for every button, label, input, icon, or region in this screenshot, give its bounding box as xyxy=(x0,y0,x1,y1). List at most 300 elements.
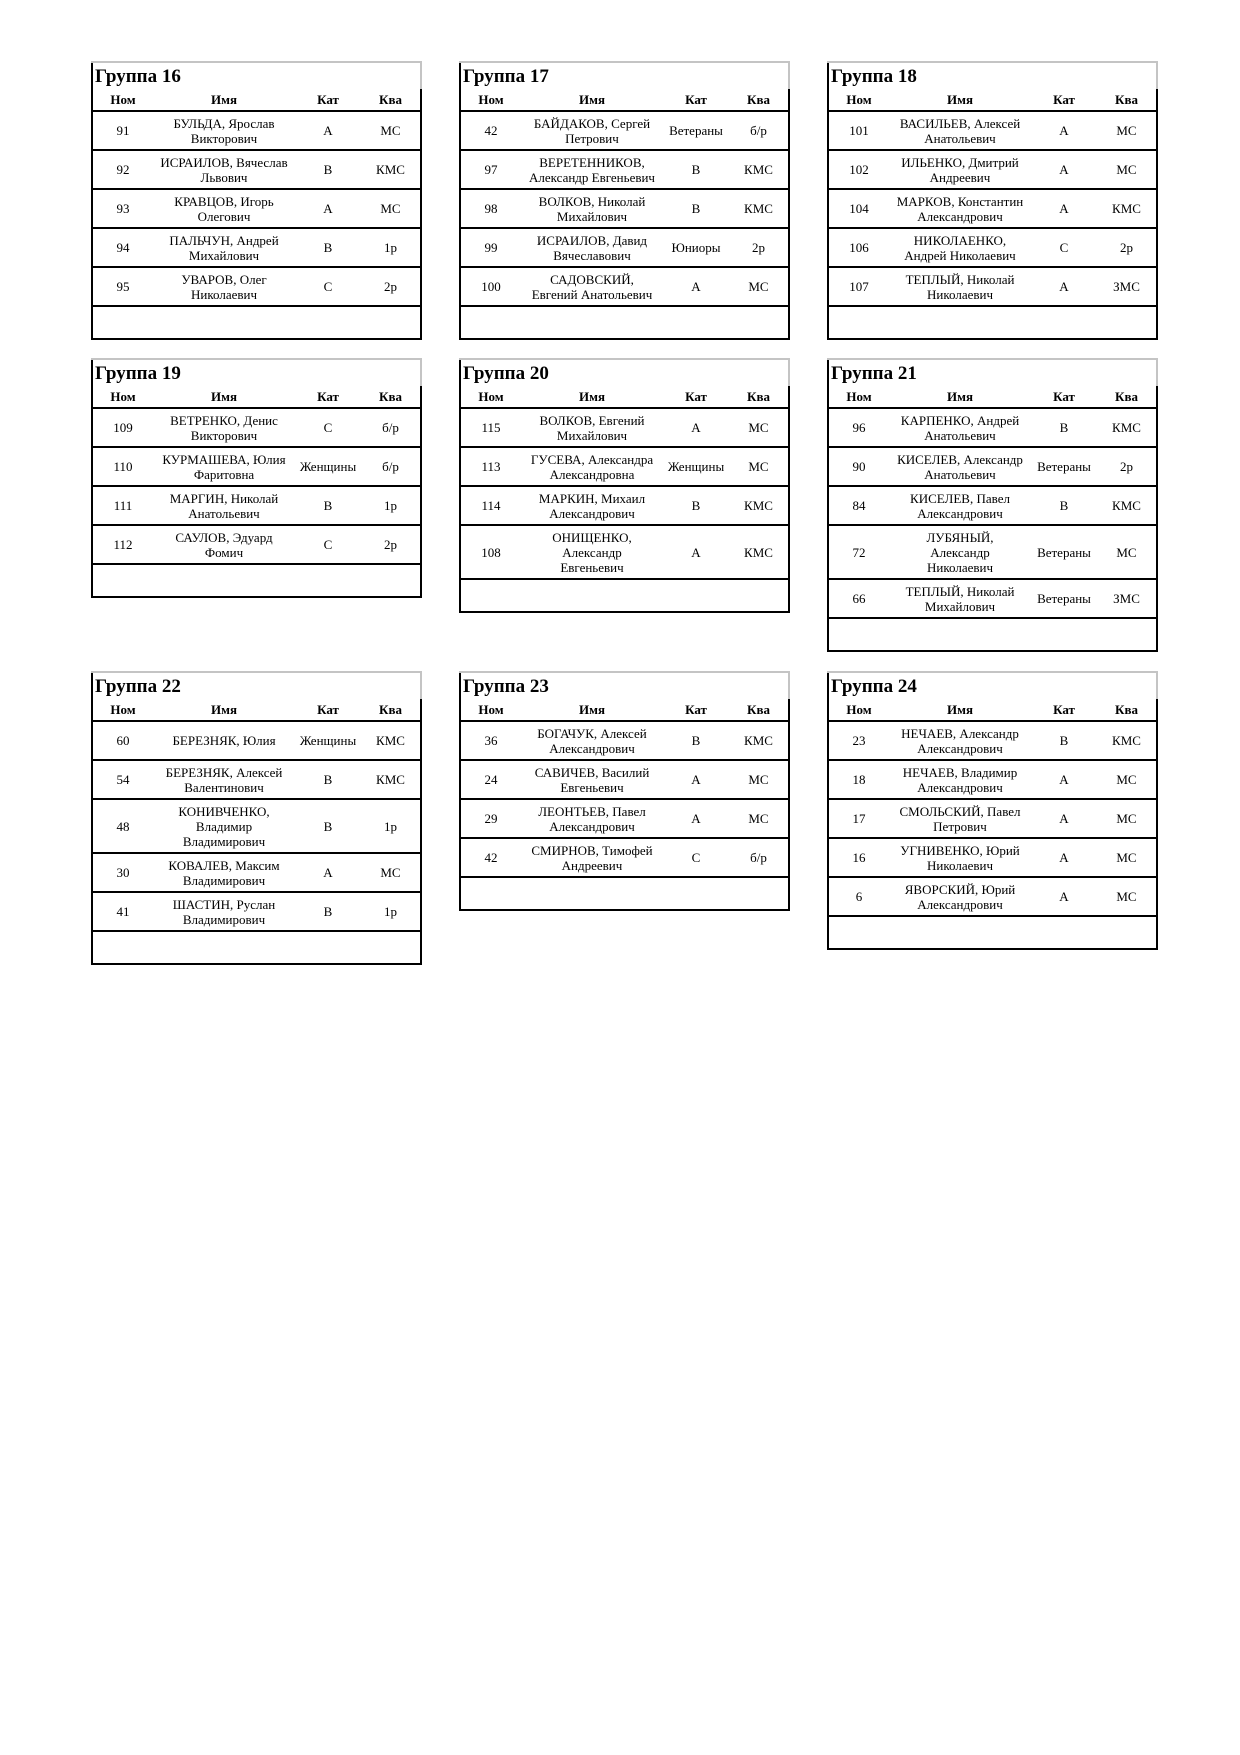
cell-name xyxy=(153,733,295,748)
table-header xyxy=(459,89,790,112)
cell-name-line: МАРКОВ, Константин xyxy=(896,193,1024,209)
header-num: Ном xyxy=(478,91,504,107)
cell-name-line: КАРПЕНКО, Андрей xyxy=(900,412,1020,428)
table-row xyxy=(91,526,422,565)
table-header xyxy=(459,699,790,722)
cell-name-line: КОНИВЧЕНКО, xyxy=(178,803,270,819)
cell-cat: Женщины xyxy=(667,459,725,474)
table-row xyxy=(91,229,422,268)
table-row xyxy=(91,448,422,487)
cell-name xyxy=(889,452,1031,482)
group-title: Группа 24 xyxy=(827,673,1156,699)
cell-cat: A xyxy=(323,865,333,880)
cell-name-line: ИЛЬЕНКО, Дмитрий xyxy=(901,154,1019,170)
cell-name-line: Михайлович xyxy=(924,598,996,614)
table-header xyxy=(91,89,422,112)
cell-num: 42 xyxy=(484,123,498,138)
cell-qual: ЗМС xyxy=(1113,279,1140,294)
cell-num: 102 xyxy=(849,162,869,177)
cell-num: 91 xyxy=(116,123,130,138)
cell-num: 97 xyxy=(484,162,498,177)
cell-name-line: Евгеньевич xyxy=(560,559,624,575)
cell-name-line: ВЕТРЕНКО, Денис xyxy=(170,412,278,428)
cell-name xyxy=(889,413,1031,443)
cell-num: 42 xyxy=(484,850,498,865)
cell-name xyxy=(521,843,663,873)
cell-cat: Ветераны xyxy=(1037,544,1091,560)
group-table xyxy=(459,61,790,340)
cell-name-line: Валентинович xyxy=(184,779,264,795)
group-table xyxy=(827,61,1158,340)
cell-cat: B xyxy=(323,498,333,513)
header-name: Имя xyxy=(211,388,237,404)
table-row xyxy=(91,409,422,448)
cell-cat: Женщины xyxy=(299,733,357,748)
cell-cat: A xyxy=(1059,772,1069,787)
cell-cat: A xyxy=(691,811,701,826)
cell-num: 23 xyxy=(852,733,866,748)
table-row xyxy=(91,190,422,229)
cell-qual: б/р xyxy=(750,123,767,138)
table-row xyxy=(827,448,1158,487)
cell-num: 24 xyxy=(484,772,498,787)
cell-cat: A xyxy=(691,279,701,294)
cell-name-line: УГНИВЕНКО, Юрий xyxy=(900,842,1020,858)
cell-name-line: ТЕПЛЫЙ, Николай xyxy=(905,583,1015,599)
table-row xyxy=(827,526,1158,580)
cell-cat: C xyxy=(323,279,333,294)
group-table xyxy=(91,61,422,340)
cell-num: 98 xyxy=(484,201,498,216)
cell-name-line: БЕРЕЗНЯК, Алексей xyxy=(165,764,283,780)
cell-num: 99 xyxy=(484,240,498,255)
cell-name-line: ПАЛЬЧУН, Андрей xyxy=(169,232,279,248)
cell-num: 114 xyxy=(481,498,501,513)
cell-cat: B xyxy=(691,162,701,177)
table-row xyxy=(459,151,790,190)
cell-name xyxy=(889,530,1031,575)
cell-name-line: МАРГИН, Николай xyxy=(169,490,279,506)
cell-num: 94 xyxy=(116,240,130,255)
empty-row xyxy=(827,307,1158,340)
cell-qual: 2р xyxy=(1120,459,1133,474)
group-title: Группа 17 xyxy=(459,63,788,89)
header-cat: Кат xyxy=(317,91,339,107)
table-row xyxy=(827,580,1158,619)
cell-name-line: ВОЛКОВ, Николай xyxy=(538,193,646,209)
cell-name xyxy=(889,726,1031,756)
cell-num: 90 xyxy=(852,459,866,474)
header-cat: Кат xyxy=(1053,701,1075,717)
empty-row xyxy=(91,932,422,965)
cell-num: 29 xyxy=(484,811,498,826)
table-row xyxy=(459,268,790,307)
group-title: Группа 23 xyxy=(459,673,788,699)
header-qual: Ква xyxy=(1115,701,1138,717)
cell-name-line: ТЕПЛЫЙ, Николай xyxy=(905,271,1015,287)
cell-name-line: ОНИЩЕНКО, xyxy=(552,529,632,545)
header-num: Ном xyxy=(846,701,872,717)
cell-name xyxy=(889,272,1031,302)
cell-num: 113 xyxy=(481,459,501,474)
cell-name xyxy=(521,194,663,224)
cell-name xyxy=(153,491,295,521)
cell-name-line: КИСЕЛЕВ, Павел xyxy=(910,490,1010,506)
header-name: Имя xyxy=(947,91,973,107)
table-row xyxy=(827,229,1158,268)
cell-cat: A xyxy=(323,123,333,138)
cell-qual: 1р xyxy=(384,818,397,834)
cell-num: 60 xyxy=(116,733,130,748)
cell-cat: B xyxy=(323,240,333,255)
header-name: Имя xyxy=(947,388,973,404)
cell-qual: КМС xyxy=(744,162,773,177)
cell-cat: B xyxy=(323,772,333,787)
cell-cat: A xyxy=(691,544,701,560)
cell-num: 104 xyxy=(849,201,869,216)
cell-qual: 2р xyxy=(1120,240,1133,255)
cell-name xyxy=(889,843,1031,873)
cell-num: 115 xyxy=(481,420,501,435)
cell-cat: C xyxy=(1059,240,1069,255)
group-table xyxy=(91,358,422,598)
table-row xyxy=(91,761,422,800)
cell-name-line: Александрович xyxy=(549,505,635,521)
table-row xyxy=(459,761,790,800)
cell-name-line: Андреевич xyxy=(561,857,623,873)
cell-qual: МС xyxy=(748,811,769,826)
table-row xyxy=(459,112,790,151)
cell-name-line: ИСРАИЛОВ, Вячеслав xyxy=(160,154,288,170)
group-title: Группа 19 xyxy=(91,360,420,386)
cell-name-line: Фаритовна xyxy=(193,466,255,482)
cell-qual: б/р xyxy=(382,459,399,474)
table-row xyxy=(91,722,422,761)
cell-name-line: Анатольевич xyxy=(188,505,260,521)
group-table xyxy=(827,671,1158,950)
cell-name xyxy=(521,413,663,443)
group-title: Группа 16 xyxy=(91,63,420,89)
cell-name-line: ЛУБЯНЫЙ, xyxy=(926,529,994,545)
header-num: Ном xyxy=(846,388,872,404)
header-name: Имя xyxy=(579,388,605,404)
table-row xyxy=(827,761,1158,800)
cell-qual: 1р xyxy=(384,240,397,255)
cell-qual: КМС xyxy=(1112,733,1141,748)
header-cat: Кат xyxy=(685,91,707,107)
cell-name-line: Александрович xyxy=(917,505,1003,521)
cell-name-line: Александр xyxy=(930,544,990,560)
cell-cat: A xyxy=(1059,850,1069,865)
cell-cat: A xyxy=(691,420,701,435)
cell-cat: B xyxy=(691,733,701,748)
cell-name xyxy=(521,155,663,185)
cell-name xyxy=(153,233,295,263)
cell-name xyxy=(889,116,1031,146)
header-cat: Кат xyxy=(685,701,707,717)
empty-row xyxy=(459,878,790,911)
cell-name-line: СМОЛЬСКИЙ, Павел xyxy=(899,803,1021,819)
cell-qual: КМС xyxy=(376,162,405,177)
cell-name-line: ВОЛКОВ, Евгений xyxy=(539,412,645,428)
cell-name xyxy=(889,155,1031,185)
cell-cat: B xyxy=(691,498,701,513)
cell-name-line: Вячеславович xyxy=(553,247,631,263)
cell-name-line: Александр Евгеньевич xyxy=(529,169,655,185)
cell-name-line: Николаевич xyxy=(927,857,993,873)
cell-name-line: Александрович xyxy=(917,740,1003,756)
cell-qual: 2р xyxy=(384,537,397,552)
cell-name xyxy=(521,765,663,795)
cell-name xyxy=(889,584,1031,614)
table-row xyxy=(91,800,422,854)
table-row xyxy=(827,722,1158,761)
table-row xyxy=(91,854,422,893)
cell-qual: 1р xyxy=(384,904,397,919)
cell-cat: B xyxy=(1059,498,1069,513)
cell-cat: B xyxy=(323,162,333,177)
table-header xyxy=(91,699,422,722)
cell-name-line: ВАСИЛЬЕВ, Алексей xyxy=(899,115,1021,131)
header-num: Ном xyxy=(478,388,504,404)
cell-name-line: НЕЧАЕВ, Владимир xyxy=(902,764,1018,780)
cell-name-line: Александрович xyxy=(549,818,635,834)
cell-name xyxy=(521,452,663,482)
cell-name xyxy=(889,882,1031,912)
cell-qual: МС xyxy=(380,201,401,216)
cell-name-line: ВЕРЕТЕННИКОВ, xyxy=(539,154,645,170)
cell-name-line: Владимирович xyxy=(182,911,266,927)
cell-name xyxy=(153,413,295,443)
empty-row xyxy=(459,580,790,613)
table-row xyxy=(91,893,422,932)
table-header xyxy=(91,386,422,409)
cell-qual: КМС xyxy=(1112,420,1141,435)
cell-qual: МС xyxy=(1116,772,1137,787)
header-num: Ном xyxy=(478,701,504,717)
cell-name-line: Николаевич xyxy=(927,559,993,575)
cell-num: 66 xyxy=(852,591,866,606)
cell-qual: КМС xyxy=(376,733,405,748)
cell-name-line: ЯВОРСКИЙ, Юрий xyxy=(904,881,1016,897)
cell-cat: C xyxy=(691,850,701,865)
group-title: Группа 18 xyxy=(827,63,1156,89)
cell-qual: ЗМС xyxy=(1113,591,1140,606)
cell-name-line: БАЙДАКОВ, Сергей xyxy=(533,115,651,131)
cell-name-line: САУЛОВ, Эдуард xyxy=(175,529,273,545)
table-header xyxy=(827,386,1158,409)
cell-cat: Ветераны xyxy=(669,123,723,138)
cell-cat: B xyxy=(323,904,333,919)
cell-cat: Ветераны xyxy=(1037,591,1091,606)
cell-qual: МС xyxy=(380,123,401,138)
cell-name-line: Александрович xyxy=(917,896,1003,912)
cell-name-line: Фомич xyxy=(204,544,244,560)
cell-qual: 2р xyxy=(752,240,765,255)
table-row xyxy=(827,268,1158,307)
header-num: Ном xyxy=(110,388,136,404)
cell-name-line: Викторович xyxy=(190,427,258,443)
cell-name-line: Анатольевич xyxy=(924,427,996,443)
cell-name xyxy=(889,233,1031,263)
table-row xyxy=(827,409,1158,448)
cell-qual: МС xyxy=(1116,123,1137,138)
cell-num: 112 xyxy=(113,537,133,552)
cell-name-line: Львович xyxy=(200,169,248,185)
table-row xyxy=(827,800,1158,839)
empty-row xyxy=(91,565,422,598)
cell-name-line: СМИРНОВ, Тимофей xyxy=(531,842,653,858)
cell-name-line: Владимирович xyxy=(182,872,266,888)
cell-name xyxy=(521,530,663,575)
header-cat: Кат xyxy=(317,701,339,717)
table-header xyxy=(827,89,1158,112)
cell-qual: МС xyxy=(748,420,769,435)
header-num: Ном xyxy=(110,701,136,717)
cell-qual: КМС xyxy=(376,772,405,787)
cell-qual: КМС xyxy=(744,498,773,513)
cell-qual: МС xyxy=(748,772,769,787)
header-name: Имя xyxy=(579,91,605,107)
header-num: Ном xyxy=(846,91,872,107)
cell-name-line: КОВАЛЕВ, Максим xyxy=(168,857,280,873)
header-qual: Ква xyxy=(1115,91,1138,107)
cell-name-line: ЛЕОНТЬЕВ, Павел xyxy=(538,803,646,819)
header-qual: Ква xyxy=(379,388,402,404)
cell-num: 93 xyxy=(116,201,130,216)
header-qual: Ква xyxy=(747,91,770,107)
cell-name xyxy=(153,155,295,185)
cell-num: 16 xyxy=(852,850,866,865)
cell-name-line: Александрович xyxy=(917,208,1003,224)
cell-name-line: Петрович xyxy=(933,818,987,834)
cell-name-line: Петрович xyxy=(565,130,619,146)
cell-name xyxy=(521,272,663,302)
cell-num: 72 xyxy=(852,544,866,560)
cell-name-line: САВИЧЕВ, Василий xyxy=(534,764,650,780)
cell-name-line: Александр xyxy=(562,544,622,560)
table-row xyxy=(459,190,790,229)
cell-num: 41 xyxy=(116,904,130,919)
cell-qual: МС xyxy=(1116,162,1137,177)
cell-name-line: Евгений Анатольевич xyxy=(531,286,653,302)
header-name: Имя xyxy=(211,701,237,717)
table-row xyxy=(459,229,790,268)
cell-num: 100 xyxy=(481,279,501,294)
table-row xyxy=(459,487,790,526)
cell-name-line: Анатольевич xyxy=(924,466,996,482)
cell-name xyxy=(889,491,1031,521)
cell-name-line: КИСЕЛЕВ, Александр xyxy=(897,451,1023,467)
header-qual: Ква xyxy=(747,701,770,717)
cell-qual: МС xyxy=(748,279,769,294)
group-table xyxy=(459,671,790,911)
cell-name-line: Олегович xyxy=(197,208,251,224)
cell-num: 108 xyxy=(481,544,501,560)
cell-name-line: Михайлович xyxy=(556,208,628,224)
header-name: Имя xyxy=(211,91,237,107)
table-row xyxy=(91,268,422,307)
cell-name-line: БУЛЬДА, Ярослав xyxy=(173,115,275,131)
cell-name-line: Викторович xyxy=(190,130,258,146)
cell-qual: 1р xyxy=(384,498,397,513)
header-num: Ном xyxy=(110,91,136,107)
cell-cat: Юниоры xyxy=(671,240,721,255)
cell-num: 110 xyxy=(113,459,133,474)
cell-name-line: ШАСТИН, Руслан xyxy=(172,896,276,912)
cell-num: 106 xyxy=(849,240,869,255)
cell-name xyxy=(521,233,663,263)
cell-cat: C xyxy=(323,537,333,552)
empty-row xyxy=(827,917,1158,950)
cell-name xyxy=(153,858,295,888)
cell-cat: A xyxy=(323,201,333,216)
cell-name-line: БОГАЧУК, Алексей xyxy=(537,725,647,741)
cell-name xyxy=(153,765,295,795)
table-row xyxy=(827,878,1158,917)
group-table xyxy=(459,358,790,613)
cell-num: 36 xyxy=(484,733,498,748)
cell-name-line: Анатольевич xyxy=(924,130,996,146)
cell-qual: МС xyxy=(748,459,769,474)
cell-cat: C xyxy=(323,420,333,435)
empty-row xyxy=(827,619,1158,652)
cell-num: 17 xyxy=(852,811,866,826)
cell-name xyxy=(521,726,663,756)
cell-qual: 2р xyxy=(384,279,397,294)
cell-cat: A xyxy=(1059,279,1069,294)
cell-name-line: Николаевич xyxy=(927,286,993,302)
cell-num: 107 xyxy=(849,279,869,294)
cell-num: 109 xyxy=(113,420,133,435)
cell-name-line: Михайлович xyxy=(188,247,260,263)
cell-num: 96 xyxy=(852,420,866,435)
cell-name-line: ИСРАИЛОВ, Давид xyxy=(536,232,648,248)
cell-name xyxy=(521,804,663,834)
cell-name-line: Михайлович xyxy=(556,427,628,443)
cell-name-line: Андрей Николаевич xyxy=(904,247,1016,263)
table-header xyxy=(459,386,790,409)
cell-name xyxy=(153,452,295,482)
table-row xyxy=(827,112,1158,151)
cell-name-line: МАРКИН, Михаил xyxy=(538,490,646,506)
group-table xyxy=(91,671,422,965)
cell-cat: A xyxy=(1059,811,1069,826)
cell-name-line: Александрович xyxy=(917,779,1003,795)
cell-qual: МС xyxy=(1116,811,1137,826)
header-qual: Ква xyxy=(379,701,402,717)
group-title: Группа 22 xyxy=(91,673,420,699)
cell-name-line: Николаевич xyxy=(191,286,257,302)
cell-name xyxy=(153,194,295,224)
cell-qual: МС xyxy=(380,865,401,880)
header-qual: Ква xyxy=(1115,388,1138,404)
cell-qual: МС xyxy=(1116,850,1137,865)
cell-name xyxy=(153,116,295,146)
cell-name-line: Евгеньевич xyxy=(560,779,624,795)
cell-cat: A xyxy=(1059,162,1069,177)
cell-name-line: Владимирович xyxy=(182,833,266,849)
header-cat: Кат xyxy=(685,388,707,404)
table-row xyxy=(459,526,790,580)
table-row xyxy=(827,487,1158,526)
cell-name-line: БЕРЕЗНЯК, Юлия xyxy=(172,733,276,748)
table-row xyxy=(91,151,422,190)
cell-cat: A xyxy=(691,772,701,787)
cell-name-line: ГУСЕВА, Александра xyxy=(530,451,654,467)
cell-qual: б/р xyxy=(750,850,767,865)
cell-name-line: Андреевич xyxy=(929,169,991,185)
